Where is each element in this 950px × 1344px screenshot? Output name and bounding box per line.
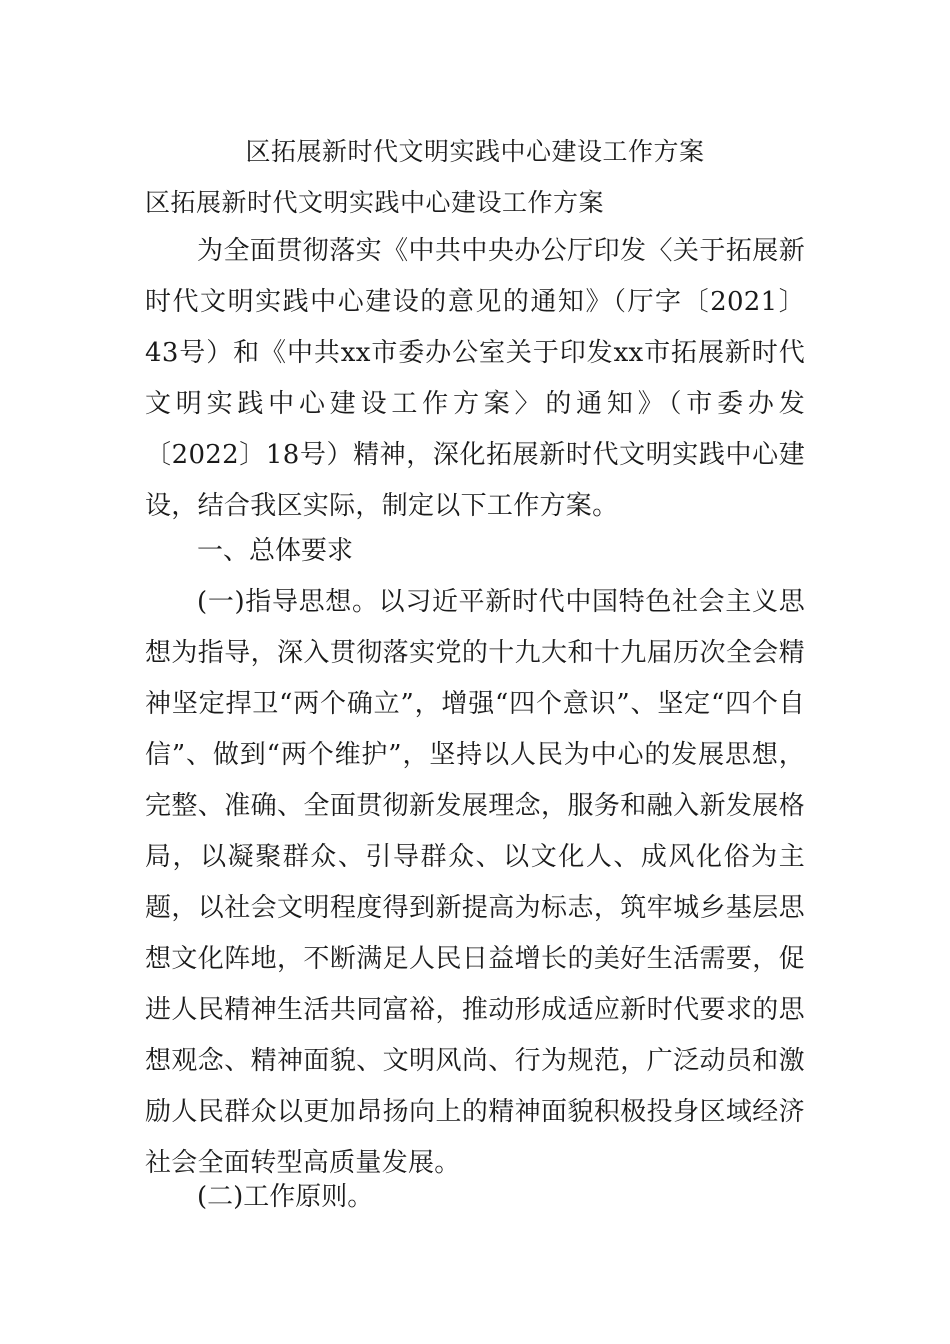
document-subtitle: 区拓展新时代文明实践中心建设工作方案 <box>145 188 605 217</box>
subsection-heading-work-principles: (二)工作原则。 <box>197 1182 374 1212</box>
section-heading-general-requirements: 一、总体要求 <box>197 536 354 566</box>
document-title: 区拓展新时代文明实践中心建设工作方案 <box>245 137 705 166</box>
paragraph-guiding-ideology: (一)指导思想。以习近平新时代中国特色社会主义思想为指导，深入贯彻落实党的十九大和十九届历次全会精神坚定捍卫“两个确立”，增强“四个意识”、坚定“四个自信”、做到“两个维护”，坚持以人民为中心的发展思想，完整、准确、全面贯彻新发展理念，服务和融入新发展格局，以凝聚群众、引导群众、以文化人、成风化俗为主题，以社会文明程度得到新提高为标志，筑牢城乡基层思想文化阵地，不断满足人民日益增长的美好生活需要，促进人民精神生活共同富裕，推动形成适应新时代要求的思想观念、精神面貌、文明风尚、行为规范，广泛动员和激励人民群众以更加昂扬向上的精神面貌积极投身区域经济社会全面转型高质量发展。 <box>145 587 805 1178</box>
paragraph-intro: 为全面贯彻落实《中共中央办公厅印发〈关于拓展新时代文明实践中心建设的意见的通知》（厅字〔2021〕43号）和《中共xx市委办公室关于印发xx市拓展新时代文明实践中心建设工作方案〉的通知》（市委办发〔2022〕18号）精神，深化拓展新时代文明实践中心建设，结合我区实际，制定以下工作方案。 <box>145 236 805 521</box>
